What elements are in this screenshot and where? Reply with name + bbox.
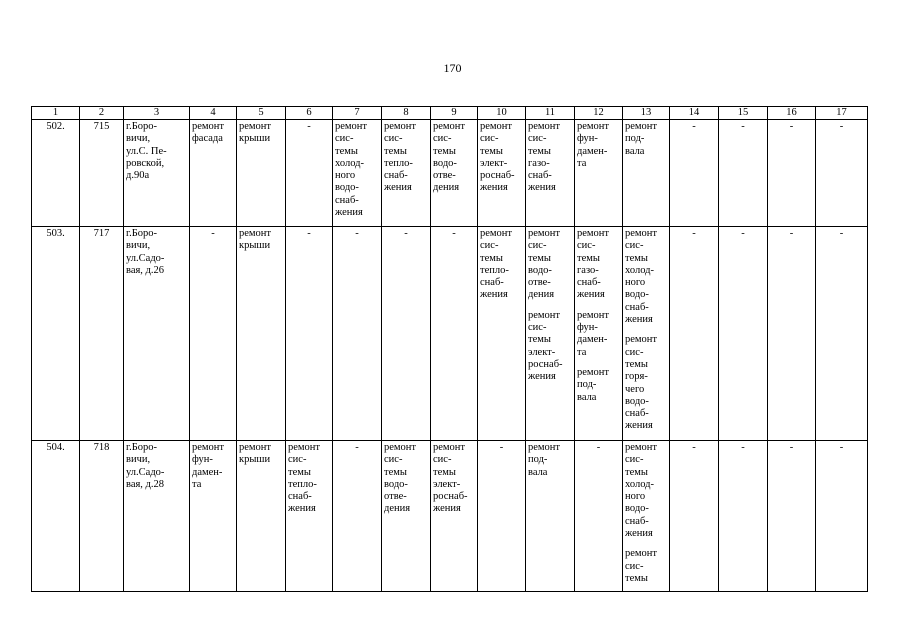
cell-text-line: снаб- (625, 301, 649, 313)
cell-text-line: водо- (528, 264, 552, 276)
col-header-3: 3 (124, 107, 190, 120)
cell-text-line: роснаб- (433, 491, 468, 503)
cell-text-line: жения (288, 503, 316, 515)
cell-text-line: фасада (192, 133, 223, 145)
cell-text-line: темы (528, 334, 551, 346)
cell-7 (333, 120, 382, 227)
cell-text-line: сис- (625, 240, 644, 252)
cell-text-line: ремонт (625, 442, 658, 453)
cell-11 (526, 227, 575, 441)
cell-text-line: жения (528, 182, 556, 194)
cell-12: - (575, 441, 623, 592)
cell-text-line: сис- (480, 133, 499, 145)
cell-text-line: ремонт (384, 121, 417, 132)
cell-text-line: сис- (384, 133, 403, 145)
cell-text-line: темы (625, 358, 648, 370)
cell-text-line: темы (625, 252, 648, 264)
cell-text-line: темы (384, 145, 407, 157)
cell-text-line: г.Боро- (126, 121, 158, 132)
cell-text-line: тепло- (384, 157, 413, 169)
cell-text-line: ул.С. Пе- (126, 145, 167, 157)
cell-14: - (670, 227, 719, 441)
cell-text-line: темы (335, 145, 358, 157)
cell-text-line: темы (528, 252, 551, 264)
cell-12 (575, 227, 623, 441)
cell-text-line: ремонт (433, 121, 466, 132)
cell-17: - (816, 120, 868, 227)
cell-text-line: сис- (433, 454, 452, 466)
repair-schedule-table (31, 106, 868, 592)
cell-text-line: ного (625, 277, 646, 289)
cell-text-line: ремонт (625, 334, 658, 346)
cell-text-line: ремонт (192, 121, 225, 132)
cell-17: - (816, 227, 868, 441)
cell-text-line: жения (577, 289, 605, 301)
cell-text-line: темы (528, 145, 551, 157)
cell-text-line: та (577, 157, 587, 169)
cell-4: - (190, 227, 237, 441)
cell-text-line: ремонт (239, 228, 272, 239)
col-header-12: 12 (575, 107, 623, 120)
cell-text-line: сис- (528, 133, 547, 145)
cell-text-line: ремонт (577, 228, 610, 239)
cell-14: - (670, 441, 719, 592)
cell-10: - (478, 441, 526, 592)
cell-text-line: фун- (577, 133, 598, 145)
cell-text-line: тепло- (288, 478, 317, 490)
col-header-4: 4 (190, 107, 237, 120)
cell-text-line: чего (625, 383, 645, 395)
cell-text-line: сис- (528, 322, 547, 334)
building-id: 718 (80, 441, 124, 592)
cell-text-line: сис- (577, 240, 596, 252)
cell-10 (478, 227, 526, 441)
address (124, 441, 190, 592)
col-header-11: 11 (526, 107, 575, 120)
cell-7: - (333, 227, 382, 441)
cell-12 (575, 120, 623, 227)
cell-6: - (286, 227, 333, 441)
cell-6 (286, 441, 333, 592)
cell-text-line: ровской, (126, 157, 165, 169)
cell-text-line: ного (335, 170, 356, 182)
cell-text-line: ремонт (384, 442, 417, 453)
col-header-6: 6 (286, 107, 333, 120)
col-header-5: 5 (237, 107, 286, 120)
cell-text-line: снаб- (528, 170, 552, 182)
cell-7: - (333, 441, 382, 592)
cell-text-line: ремонт (577, 309, 610, 321)
cell-15: - (719, 227, 768, 441)
cell-text-line: крыши (239, 240, 271, 252)
cell-text-line: дения (433, 182, 460, 194)
cell-text-line: водо- (384, 478, 408, 490)
cell-text-line: ремонт (480, 228, 513, 239)
cell-8 (382, 120, 431, 227)
cell-text-line: темы (433, 466, 456, 478)
cell-text-line: крыши (239, 454, 271, 466)
cell-text-line: сис- (625, 454, 644, 466)
col-header-8: 8 (382, 107, 431, 120)
cell-text-line: темы (480, 252, 503, 264)
cell-text-line: снаб- (384, 170, 408, 182)
cell-text-line: вичи, (126, 240, 151, 252)
cell-9 (431, 441, 478, 592)
cell-text-line: снаб- (335, 194, 359, 206)
cell-text-line: г.Боро- (126, 228, 158, 239)
cell-text-line: под- (625, 133, 645, 145)
cell-6: - (286, 120, 333, 227)
table-row (32, 441, 868, 592)
cell-text-line: ремонт (239, 442, 272, 453)
cell-5 (237, 120, 286, 227)
cell-text-line: холод- (625, 478, 654, 490)
cell-text-line: дамен- (577, 334, 608, 346)
cell-text-line: дамен- (192, 466, 223, 478)
cell-text-line: темы (625, 466, 648, 478)
cell-text-line: элект- (528, 346, 556, 358)
cell-16: - (768, 441, 816, 592)
cell-text-line: дения (384, 503, 411, 515)
cell-text-line: снаб- (577, 277, 601, 289)
cell-text-line: газо- (528, 157, 550, 169)
cell-text-line: вичи, (126, 454, 151, 466)
cell-text-line: ремонт (433, 442, 466, 453)
building-id: 717 (80, 227, 124, 441)
cell-text-line: ремонт (192, 442, 225, 453)
cell-text-line: вая, д.26 (126, 264, 165, 276)
cell-text-line: отве- (384, 491, 407, 503)
cell-5 (237, 227, 286, 441)
cell-text-line: тепло- (480, 264, 509, 276)
cell-text-line: фун- (192, 454, 213, 466)
cell-text-line: водо- (433, 157, 457, 169)
cell-9 (431, 120, 478, 227)
table-row (32, 120, 868, 227)
cell-text-line: роснаб- (528, 358, 563, 370)
cell-text-line: ремонт (528, 442, 561, 453)
cell-11 (526, 441, 575, 592)
cell-text-line: роснаб- (480, 170, 515, 182)
cell-text-line: ного (625, 491, 646, 503)
cell-text-line: вала (625, 145, 645, 157)
cell-text-line: водо- (335, 182, 359, 194)
row-number: 503. (32, 227, 80, 441)
cell-9: - (431, 227, 478, 441)
cell-16: - (768, 227, 816, 441)
cell-text-line: ремонт (335, 121, 368, 132)
cell-text-line: темы (625, 572, 648, 584)
cell-13 (623, 120, 670, 227)
col-header-14: 14 (670, 107, 719, 120)
cell-text-line: ремонт (528, 309, 561, 321)
cell-text-line: сис- (335, 133, 354, 145)
cell-text-line: под- (528, 454, 548, 466)
col-header-7: 7 (333, 107, 382, 120)
table-row (32, 227, 868, 441)
cell-text-line: водо- (625, 503, 649, 515)
col-header-1: 1 (32, 107, 80, 120)
cell-text-line: г.Боро- (126, 442, 158, 453)
cell-text-line: жения (528, 371, 556, 383)
cell-text-line: темы (577, 252, 600, 264)
cell-text-line: дамен- (577, 145, 608, 157)
cell-text-line: фун- (577, 322, 598, 334)
col-header-17: 17 (816, 107, 868, 120)
cell-text-line: жения (480, 289, 508, 301)
cell-text-line: элект- (433, 478, 461, 490)
col-header-13: 13 (623, 107, 670, 120)
cell-text-line: водо- (625, 395, 649, 407)
cell-text-line: сис- (625, 346, 644, 358)
cell-13 (623, 441, 670, 592)
cell-text-line: снаб- (288, 491, 312, 503)
building-id: 715 (80, 120, 124, 227)
cell-text-line: снаб- (480, 277, 504, 289)
cell-text-line: под- (577, 379, 597, 391)
cell-text-line: холод- (625, 264, 654, 276)
cell-text-line: ремонт (577, 366, 610, 378)
col-header-2: 2 (80, 107, 124, 120)
cell-text-line: жения (433, 503, 461, 515)
cell-text-line: темы (288, 466, 311, 478)
cell-text-line: сис- (528, 240, 547, 252)
cell-text-line: элект- (480, 157, 508, 169)
cell-text-line: крыши (239, 133, 271, 145)
cell-text-line: ремонт (239, 121, 272, 132)
cell-text-line: ремонт (577, 121, 610, 132)
cell-text-line: вала (577, 391, 597, 403)
cell-14: - (670, 120, 719, 227)
col-header-15: 15 (719, 107, 768, 120)
cell-text-line: жения (335, 207, 363, 219)
cell-text-line: вичи, (126, 133, 151, 145)
cell-text-line: холод- (335, 157, 364, 169)
row-number: 504. (32, 441, 80, 592)
cell-text-line: газо- (577, 264, 599, 276)
cell-text-line: жения (384, 182, 412, 194)
cell-text-line: темы (480, 145, 503, 157)
cell-13 (623, 227, 670, 441)
cell-17: - (816, 441, 868, 592)
cell-text-line: сис- (384, 454, 403, 466)
cell-text-line: жения (625, 314, 653, 326)
page-number: 170 (443, 61, 462, 75)
cell-8: - (382, 227, 431, 441)
cell-text-line: отве- (433, 170, 456, 182)
header-row (32, 107, 868, 120)
cell-text-line: д.90а (126, 170, 150, 182)
cell-text-line: вая, д.28 (126, 478, 165, 490)
cell-text-line: жения (625, 420, 653, 432)
cell-text-line: ремонт (288, 442, 321, 453)
cell-text-line: жения (625, 528, 653, 540)
cell-4 (190, 441, 237, 592)
cell-text-line: сис- (433, 133, 452, 145)
col-header-9: 9 (431, 107, 478, 120)
cell-15: - (719, 120, 768, 227)
cell-text-line: сис- (480, 240, 499, 252)
cell-11 (526, 120, 575, 227)
cell-text-line: темы (433, 145, 456, 157)
cell-5 (237, 441, 286, 592)
cell-text-line: дения (528, 289, 555, 301)
cell-text-line: та (577, 346, 587, 358)
cell-text-line: снаб- (625, 515, 649, 527)
cell-text-line: ул.Садо- (126, 252, 165, 264)
cell-text-line: водо- (625, 289, 649, 301)
row-number: 502. (32, 120, 80, 227)
cell-text-line: отве- (528, 277, 551, 289)
cell-text-line: сис- (625, 560, 644, 572)
address (124, 227, 190, 441)
cell-text-line: ремонт (625, 121, 658, 132)
cell-text-line: темы (384, 466, 407, 478)
cell-text-line: ремонт (528, 121, 561, 132)
cell-text-line: ремонт (528, 228, 561, 239)
cell-8 (382, 441, 431, 592)
cell-text-line: вала (528, 466, 548, 478)
cell-text-line: снаб- (625, 408, 649, 420)
col-header-16: 16 (768, 107, 816, 120)
cell-16: - (768, 120, 816, 227)
cell-10 (478, 120, 526, 227)
cell-text-line: ремонт (480, 121, 513, 132)
cell-text-line: ремонт (625, 228, 658, 239)
cell-text-line: жения (480, 182, 508, 194)
cell-4 (190, 120, 237, 227)
address (124, 120, 190, 227)
cell-15: - (719, 441, 768, 592)
cell-text-line: та (192, 478, 202, 490)
cell-text-line: сис- (288, 454, 307, 466)
cell-text-line: горя- (625, 371, 648, 383)
col-header-10: 10 (478, 107, 526, 120)
cell-text-line: ул.Садо- (126, 466, 165, 478)
cell-text-line: ремонт (625, 548, 658, 560)
